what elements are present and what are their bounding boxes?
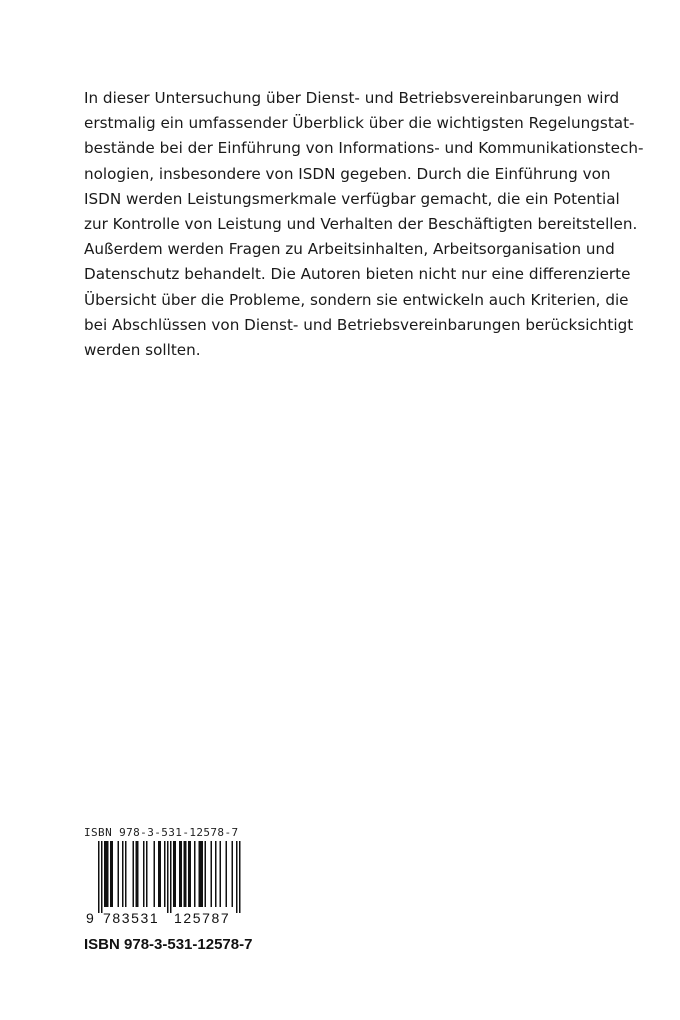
barcode-bar xyxy=(175,841,177,907)
barcode-bar xyxy=(199,841,201,907)
barcode-isbn-label: ISBN 978-3-531-12578-7 xyxy=(84,826,239,839)
barcode-bar xyxy=(158,841,160,907)
barcode-bar xyxy=(164,841,166,907)
barcode-bar xyxy=(188,841,190,907)
barcode-bar xyxy=(160,841,162,907)
barcode-bars xyxy=(98,841,241,913)
barcode-bar xyxy=(146,841,148,907)
blurb-line: Außerdem werden Fragen zu Arbeitsinhalten, Arbeitsorganisation und xyxy=(84,240,615,259)
barcode-right-digits: 125787 xyxy=(174,910,231,926)
barcode-bar xyxy=(143,841,145,907)
blurb-line: bestände bei der Einführung von Informations- und Kommunikationstech- xyxy=(84,139,644,158)
barcode-bar xyxy=(190,841,192,907)
barcode-bar xyxy=(125,841,127,907)
barcode-bar xyxy=(184,841,186,907)
barcode-bar xyxy=(154,841,156,907)
blurb-line: erstmalig ein umfassender Überblick über die wichtigsten Regelungstat- xyxy=(84,114,635,133)
barcode-first-digit: 9 xyxy=(86,910,94,926)
barcode-bar xyxy=(170,841,172,913)
barcode-bar xyxy=(232,841,234,907)
barcode-bar xyxy=(118,841,120,907)
barcode-bar xyxy=(194,841,196,907)
blurb-line: Datenschutz behandelt. Die Autoren bieten nicht nur eine differenzierte xyxy=(84,265,631,284)
barcode-bar xyxy=(220,841,222,907)
barcode-bar xyxy=(122,841,124,907)
blurb-line: zur Kontrolle von Leistung und Verhalten der Beschäftigten bereitstellen. xyxy=(84,215,638,234)
barcode-bar xyxy=(236,841,238,913)
blurb-line: bei Abschlüssen von Dienst- und Betriebsvereinbarungen berücksichtigt xyxy=(84,315,634,334)
barcode-bar xyxy=(185,841,187,907)
barcode-bar xyxy=(133,841,135,907)
back-cover-blurb xyxy=(84,86,644,363)
barcode-bar xyxy=(226,841,228,907)
barcode-bar xyxy=(205,841,207,907)
barcode-bar xyxy=(211,841,213,907)
barcode-bar xyxy=(215,841,217,907)
barcode-bar xyxy=(202,841,204,907)
barcode-bar xyxy=(104,841,106,907)
blurb-line: Übersicht über die Probleme, sondern sie entwickeln auch Kriterien, die xyxy=(84,290,629,309)
barcode-bar xyxy=(181,841,183,907)
barcode-bar xyxy=(179,841,181,907)
barcode-bar xyxy=(200,841,202,907)
blurb-line: In dieser Untersuchung über Dienst- und Betriebsvereinbarungen wird xyxy=(84,89,620,107)
blurb-line: nologien, insbesondere von ISDN gegeben. Durch die Einführung von xyxy=(84,164,611,183)
barcode-bar xyxy=(167,841,169,913)
barcode-bar xyxy=(110,841,112,907)
barcode-bar xyxy=(173,841,175,907)
barcode-bar xyxy=(98,841,100,913)
barcode-bar xyxy=(101,841,103,913)
isbn-number: ISBN 978-3-531-12578-7 xyxy=(84,936,253,953)
barcode-bar xyxy=(106,841,108,907)
barcode-bar xyxy=(112,841,114,907)
barcode-bar xyxy=(137,841,139,907)
barcode-bar xyxy=(136,841,138,907)
blurb-line: werden sollten. xyxy=(84,341,201,360)
barcode-block xyxy=(84,826,254,927)
barcode-left-digits: 783531 xyxy=(103,910,160,926)
ean13-barcode xyxy=(84,841,254,927)
barcode-bar xyxy=(107,841,109,907)
barcode-bar xyxy=(239,841,241,913)
blurb-line: ISDN werden Leistungsmerkmale verfügbar gemacht, die ein Potential xyxy=(84,189,620,208)
